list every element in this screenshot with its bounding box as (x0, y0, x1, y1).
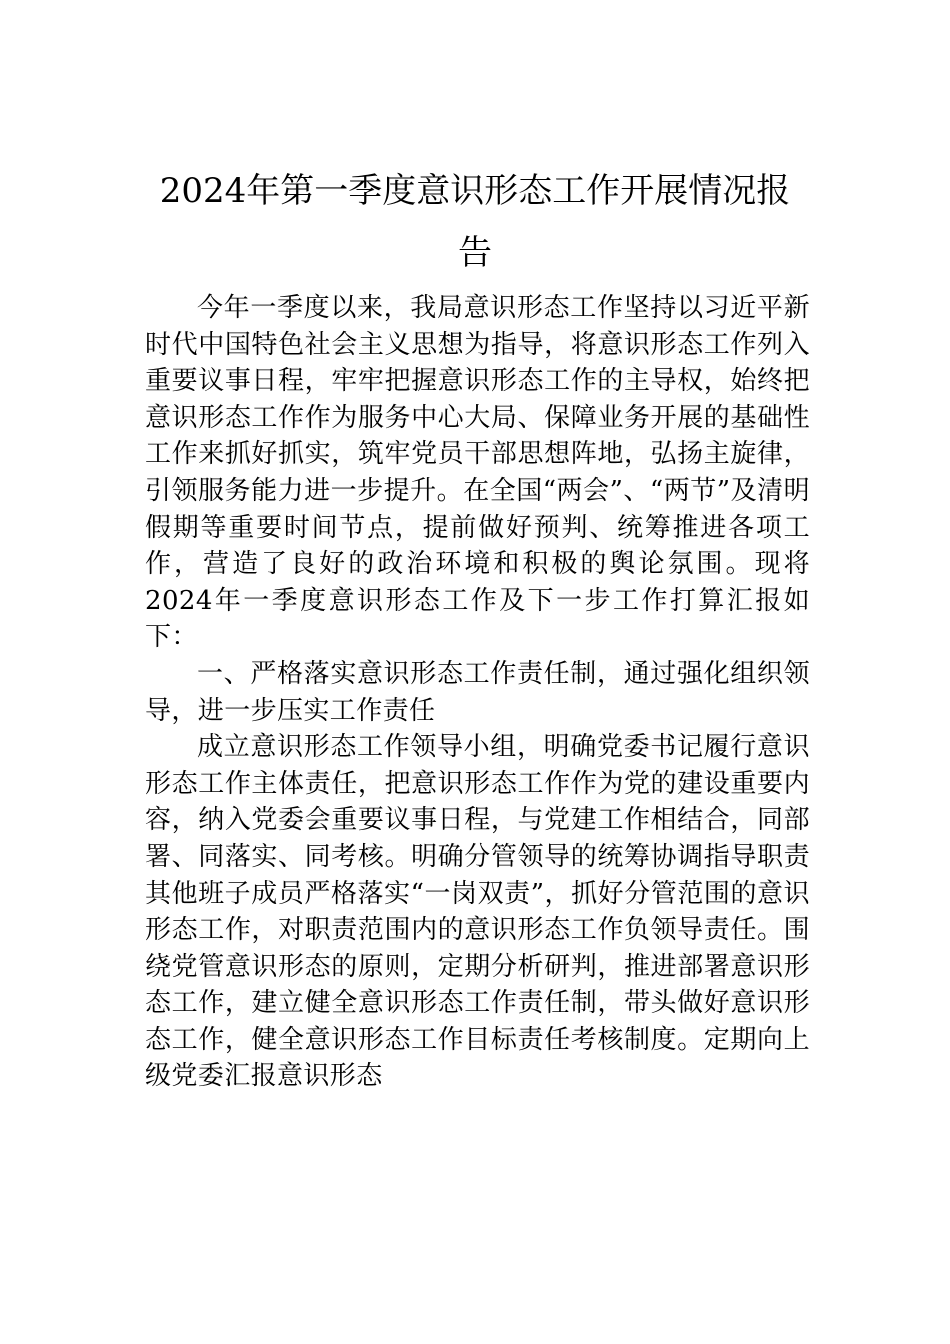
title-line-2: 告 (458, 233, 492, 273)
section-heading-1: 一、严格落实意识形态工作责任制，通过强化组织领导，进一步压实工作责任 (145, 658, 810, 726)
document-body (145, 290, 810, 1095)
title-line-1: 2024年第一季度意识形态工作开展情况报 (159, 171, 791, 211)
paragraph-section-1: 成立意识形态工作领导小组，明确党委书记履行意识形态工作主体责任，把意识形态工作作为党的建设重要内容，纳入党委会重要议事日程，与党建工作相结合，同部署、同落实、同考核。明确分管领导的统筹协调指导职责其他班子成员严格落实“一岗双责”，抓好分管范围的意识形态工作，对职责范围内的意识形态工作负领导责任。围绕党管意识形态的原则，定期分析研判，推进部署意识形态工作，建立健全意识形态工作责任制，带头做好意识形态工作，健全意识形态工作目标责任考核制度。定期向上级党委汇报意识形态 (145, 732, 810, 1092)
document-title (140, 160, 810, 284)
paragraph-intro: 今年一季度以来，我局意识形态工作坚持以习近平新时代中国特色社会主义思想为指导，将意识形态工作列入重要议事日程，牢牢把握意识形态工作的主导权，始终把意识形态工作作为服务中心大局、保障业务开展的基础性工作来抓好抓实，筑牢党员干部思想阵地，弘扬主旋律，引领服务能力进一步提升。在全国“两会”、“两节”及清明假期等重要时间节点，提前做好预判、统筹推进各项工作，营造了良好的政治环境和积极的舆论氛围。现将2024年一季度意识形态工作及下一步工作打算汇报如下： (145, 293, 810, 653)
